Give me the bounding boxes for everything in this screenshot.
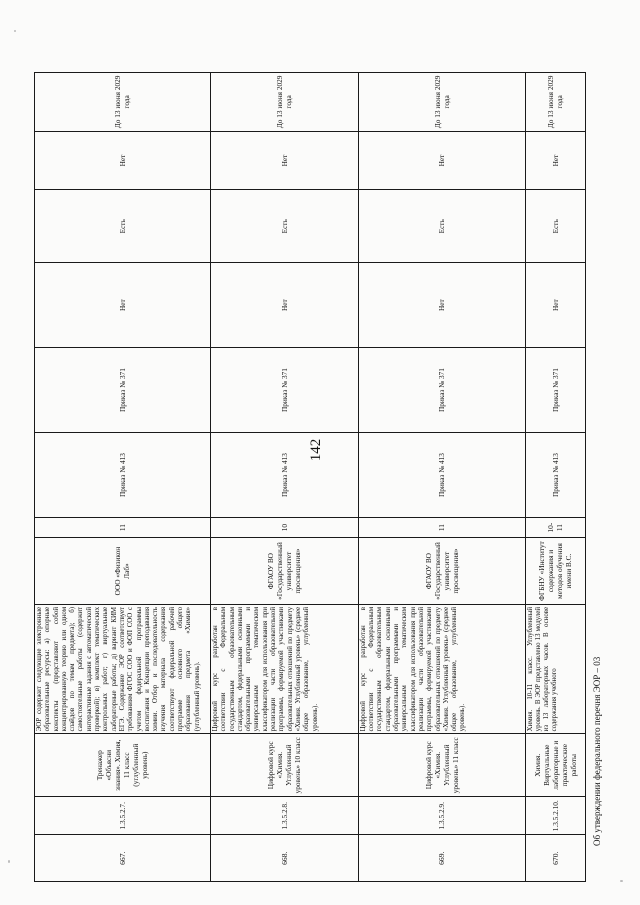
row-grade: 11 bbox=[35, 517, 211, 537]
row-title: Химия. Виртуальные лабораторные и практические работы bbox=[525, 734, 585, 797]
row-flag-a: Нет bbox=[210, 263, 358, 348]
row-title: Цифровой курс «Химия. Углубленный уровень» 11 класс bbox=[358, 734, 525, 797]
scan-speck bbox=[620, 880, 623, 882]
table-row bbox=[358, 73, 525, 882]
row-flag-a: Нет bbox=[35, 263, 211, 348]
row-order-371: Приказ № 371 bbox=[525, 348, 585, 433]
row-flag-a: Нет bbox=[358, 263, 525, 348]
table-row bbox=[210, 73, 358, 882]
row-flag-b: Есть bbox=[210, 190, 358, 263]
row-code: 1.3.5.2.7. bbox=[35, 797, 211, 835]
row-order-371: Приказ № 371 bbox=[210, 348, 358, 433]
row-description: Химия. 10-11 класс. Углубленный уровень. В ЭОР представлено 13 модулей из 13 лабораторных часов. В основе содержания учебного bbox=[525, 604, 585, 733]
row-deadline: До 13 июня 2029 года bbox=[210, 73, 358, 132]
row-flag-c: Нет bbox=[525, 131, 585, 190]
row-organization: ФГАОУ ВО «Государственный университет просвещения» bbox=[210, 538, 358, 605]
row-organization: ФГАОУ ВО «Государственный университет просвещения» bbox=[358, 538, 525, 605]
page-number: 142 bbox=[308, 438, 324, 462]
row-flag-b: Есть bbox=[358, 190, 525, 263]
row-deadline: До 13 июня 2029 года bbox=[35, 73, 211, 132]
footnote: Об утверждении федерального перечня ЭОР – 03 bbox=[592, 656, 602, 846]
row-order-413: Приказ № 413 bbox=[35, 433, 211, 518]
row-number: 668. bbox=[210, 835, 358, 882]
row-number: 669. bbox=[358, 835, 525, 882]
row-flag-a: Нет bbox=[525, 263, 585, 348]
row-organization: ФГБНУ «Институт содержания и методов обучения имени В.С. bbox=[525, 538, 585, 605]
row-flag-c: Нет bbox=[210, 131, 358, 190]
table-row bbox=[35, 73, 211, 882]
row-order-371: Приказ № 371 bbox=[35, 348, 211, 433]
row-deadline: До 13 июня 2029 года bbox=[358, 73, 525, 132]
row-flag-c: Нет bbox=[35, 131, 211, 190]
row-number: 670. bbox=[525, 835, 585, 882]
row-code: 1.3.5.2.10. bbox=[525, 797, 585, 835]
row-order-413: Приказ № 413 bbox=[210, 433, 358, 518]
eor-registry-table bbox=[34, 72, 586, 882]
row-description: Цифровой курс разработан в соответствии с Федеральным государственным образовательным стандартом, федеральными основными образовательными программами и универсальным тематическим классификатором для использования при реализации части образовательной программы, формируемой участниками образовательных отношений по предмету «Химия. Углубленный уровень» (среднее общее образование, углубленный уровень). bbox=[210, 604, 358, 733]
row-code: 1.3.5.2.9. bbox=[358, 797, 525, 835]
row-grade: 10 bbox=[210, 517, 358, 537]
scan-speck bbox=[8, 860, 10, 863]
row-flag-b: Есть bbox=[525, 190, 585, 263]
rotated-table-container bbox=[34, 72, 586, 882]
row-grade: 11 bbox=[358, 517, 525, 537]
table-row bbox=[525, 73, 585, 882]
scan-speck bbox=[14, 30, 16, 32]
row-flag-c: Нет bbox=[358, 131, 525, 190]
row-deadline: До 13 июня 2029 года bbox=[525, 73, 585, 132]
row-title: Цифровой курс «Химия. Углубленный уровень» 10 класс bbox=[210, 734, 358, 797]
row-code: 1.3.5.2.8. bbox=[210, 797, 358, 835]
row-title: Тренажер «Объясни знания». Химия, 11 класс (углубленный уровень) bbox=[35, 734, 211, 797]
row-order-413: Приказ № 413 bbox=[358, 433, 525, 518]
row-organization: ООО «Физикон Лаб» bbox=[35, 538, 211, 605]
row-order-371: Приказ № 371 bbox=[358, 348, 525, 433]
row-order-413: Приказ № 413 bbox=[525, 433, 585, 518]
row-flag-b: Есть bbox=[35, 190, 211, 263]
row-description: Цифровой курс разработан в соответствии с Федеральным государственным образовательным стандартом, федеральными основными образовательными программами и универсальным тематическим классификатором для использования при реализации части образовательной программы, формируемой участниками образовательных отношений по предмету «Химия. Углубленный уровень» (среднее общее образование, углубленный уровень). bbox=[358, 604, 525, 733]
row-grade: 10-11 bbox=[525, 517, 585, 537]
row-description: ЭОР содержит следующие электронные образовательные ресурсы: а) опорные конспекты (представляют собой концентрированную теорию или одном слайдов по темам предмета); б) самостоятельные работы (содержит интерактивные задания с автоматической проверкой); в) комплект тематических контрольных работ; г) виртуальные лабораторные работы; д) вариант КИМ ЕГЭ. Содержание ЭОР соответствует требованиям ФГОС СОО и ФОП СОО с учетом федеральной программы воспитания и Концепции преподавания химии. Отбор и последовательность изучения материала содержания соответствуют федеральной рабочей программе основного общего образования предмета «Химия» (углубленный уровень). bbox=[35, 604, 211, 733]
row-number: 667. bbox=[35, 835, 211, 882]
